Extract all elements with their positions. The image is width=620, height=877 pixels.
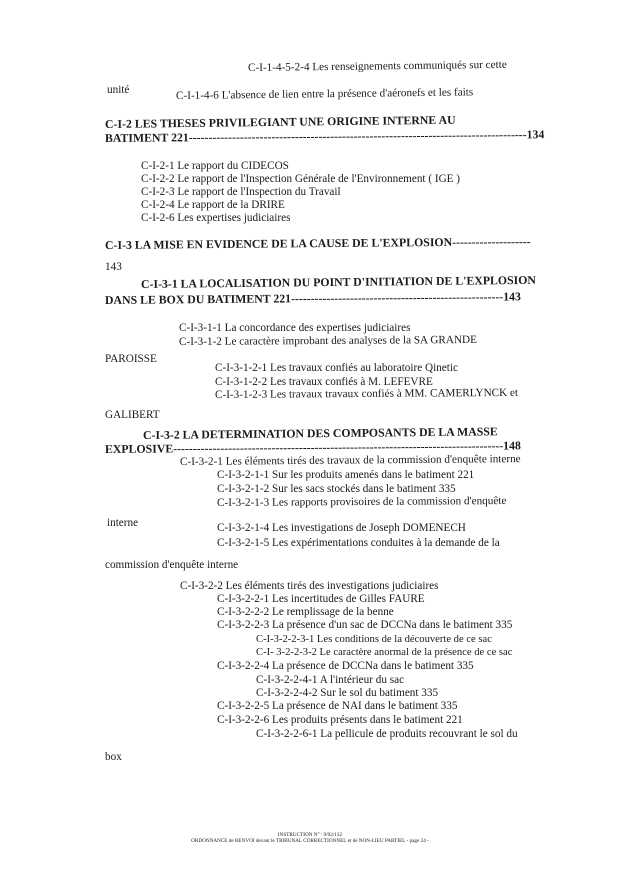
toc-entry: C-I-3-2-2-6-1 La pellicule de produits recouvrant le sol du bbox=[256, 728, 518, 740]
toc-entry: C-I-3-2-2-2 Le remplissage de la benne bbox=[217, 606, 394, 618]
toc-entry-continuation: PAROISSE bbox=[105, 353, 157, 365]
toc-entry: C-I-3-1-1 La concordance des expertises judiciaires bbox=[179, 322, 411, 334]
toc-entry: C-I-3-2-1-2 Sur les sacs stockés dans le batiment 335 bbox=[217, 483, 456, 495]
toc-entry: C-I-3-2-2 Les éléments tirés des investigations judiciaires bbox=[180, 580, 439, 592]
toc-entry: C-I-3-2-2-4-1 A l'intérieur du sac bbox=[256, 674, 405, 686]
toc-heading: C-I-2 LES THESES PRIVILEGIANT UNE ORIGINE INTERNE AU bbox=[104, 112, 456, 131]
toc-page-number: 143 bbox=[105, 261, 122, 273]
toc-entry: C-I-2-2 Le rapport de l'Inspection Générale de l'Environnement ( IGE ) bbox=[141, 173, 461, 185]
toc-heading-continuation: BATIMENT 221--------------------------------------------------------------------------------------134 bbox=[104, 127, 545, 145]
toc-entry: C-I-3-2-1-3 Les rapports provisoires de la commission d'enquête bbox=[216, 494, 507, 509]
toc-entry: C-I-3-2-1-1 Sur les produits amenés dans le batiment 221 bbox=[217, 469, 475, 481]
toc-entry: C-I-3-1-2-1 Les travaux confiés au laboratoire Qinetic bbox=[215, 362, 458, 374]
toc-heading: C-I-3-1 LA LOCALISATION DU POINT D'INITIATION DE L'EXPLOSION bbox=[140, 272, 536, 291]
toc-entry-continuation: interne bbox=[107, 517, 139, 529]
toc-entry: C-I-2-3 Le rapport de l'Inspection du Travail bbox=[141, 186, 341, 198]
toc-entry: C-I-3-2-2-3-1 Les conditions de la découverte de ce sac bbox=[256, 634, 492, 645]
toc-entry: C-I-2-6 Les expertises judiciaires bbox=[141, 212, 291, 224]
toc-entry: C-I-3-1-2-2 Les travaux confiés à M. LEFEVRE bbox=[215, 376, 433, 388]
toc-entry: C-I-3-2-2-4 La présence de DCCNa dans le batiment 335 bbox=[217, 660, 474, 672]
toc-entry: C-I-3-2-2-4-2 Sur le sol du batiment 335 bbox=[256, 687, 439, 699]
toc-entry: C-I-3-2-2-6 Les produits présents dans le batiment 221 bbox=[217, 714, 463, 726]
toc-entry: C-I-1-4-5-2-4 Les renseignements communiqués sur cette bbox=[247, 58, 507, 74]
footer-ordonnance: ORDONNANCE de RENVOI devant le TRIBUNAL CORRECTIONNEL et de NON-LIEU PARTIEL - page 24 - bbox=[191, 838, 429, 844]
toc-entry: C-I-3-2-2-1 Les incertitudes de Gilles FAURE bbox=[217, 593, 425, 605]
toc-entry-continuation: unité bbox=[107, 84, 130, 96]
toc-heading-continuation: DANS LE BOX DU BATIMENT 221------------------------------------------------------143 bbox=[104, 289, 521, 307]
toc-entry-continuation: box bbox=[105, 751, 122, 763]
toc-entry: C-I-3-1-2 Le caractère improbant des analyses de la SA GRANDE bbox=[178, 333, 477, 348]
toc-entry: C-I-3-2-1 Les éléments tirés des travaux de la commission d'enquête interne bbox=[179, 453, 521, 468]
toc-heading: C-I-3 LA MISE EN EVIDENCE DE LA CAUSE DE L'EXPLOSION-------------------- bbox=[104, 234, 531, 252]
toc-entry: C-I- 3-2-2-3-2 Le caractère anormal de la présence de ce sac bbox=[256, 647, 513, 658]
toc-entry: C-I-3-1-2-3 Les travaux travaux confiés à MM. CAMERLYNCK et bbox=[214, 386, 519, 401]
toc-entry: C-I-3-2-2-5 La présence de NAI dans le batiment 335 bbox=[217, 700, 458, 712]
toc-entry: C-I-2-4 Le rapport de la DRIRE bbox=[141, 199, 285, 211]
toc-entry: C-I-1-4-6 L'absence de lien entre la présence d'aéronefs et les faits bbox=[175, 86, 474, 102]
toc-entry-continuation: commission d'enquête interne bbox=[105, 559, 239, 571]
toc-entry: C-I-3-2-2-3 La présence d'un sac de DCCNa dans le batiment 335 bbox=[217, 619, 513, 631]
toc-entry: C-I-3-2-1-5 Les expérimentations conduites à la demande de la bbox=[217, 537, 500, 549]
footer-instruction: INSTRUCTION N° : 9/02/132 bbox=[277, 832, 343, 838]
toc-entry-continuation: GALIBERT bbox=[105, 409, 160, 421]
toc-heading-continuation: EXPLOSIVE------------------------------------------------------------------------------------148 bbox=[104, 438, 521, 456]
toc-heading: C-I-3-2 LA DETERMINATION DES COMPOSANTS DE LA MASSE bbox=[142, 424, 498, 442]
toc-entry: C-I-3-2-1-4 Les investigations de Joseph DOMENECH bbox=[217, 522, 466, 534]
toc-entry: C-I-2-1 Le rapport du CIDECOS bbox=[141, 160, 289, 172]
